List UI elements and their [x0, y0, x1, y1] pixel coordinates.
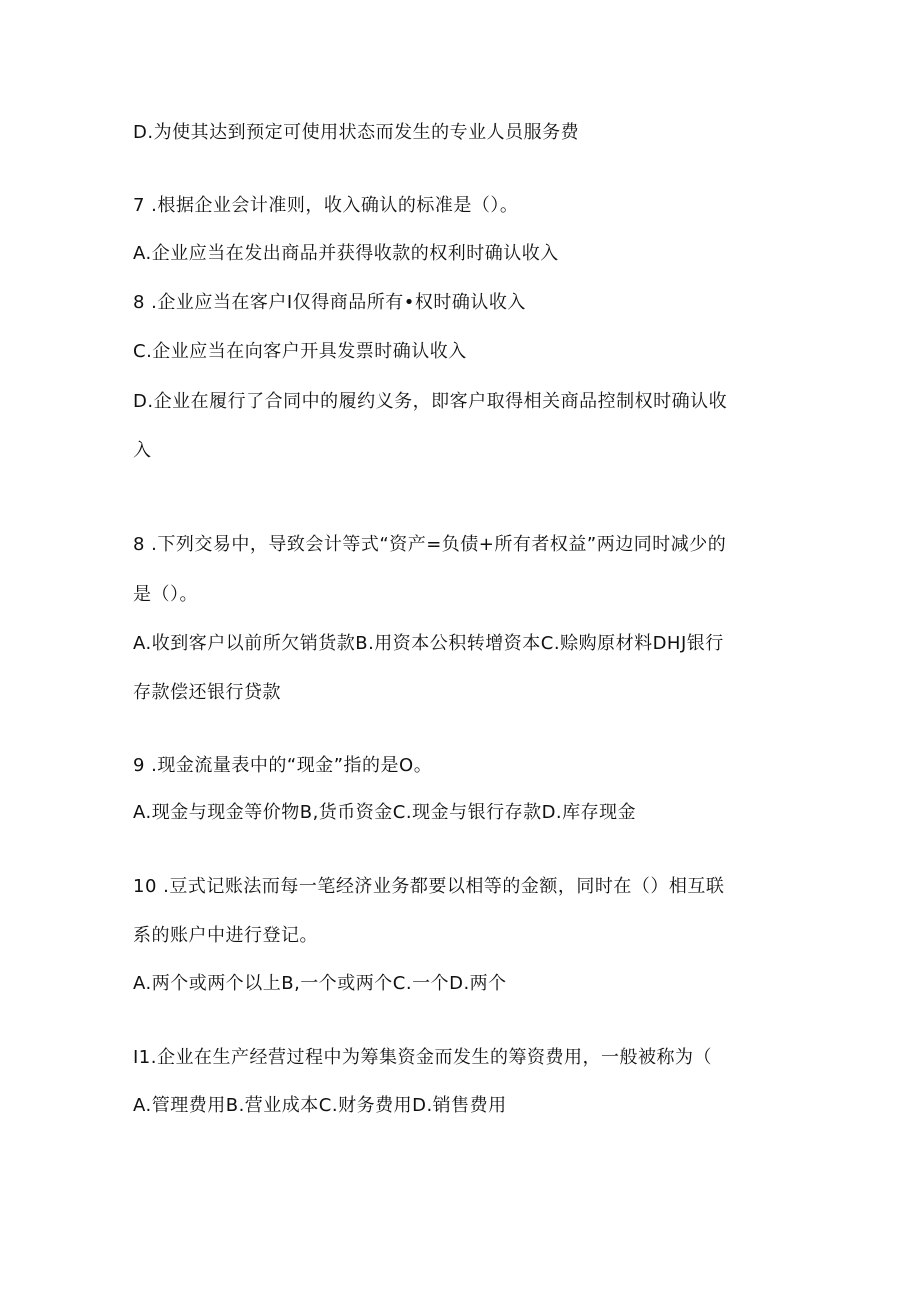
- options-q9: A.现金与现金等价物B,货币资金C.现金与银行存款D.库存现金: [133, 802, 637, 823]
- question-8-continued: 是（）。: [133, 584, 198, 605]
- question-10: 10 .豆式记账法而每一笔经济业务都要以相等的金额，同时在（）相互联: [133, 876, 725, 897]
- option-b-q7: 8 .企业应当在客户I仅得商品所有•权时确认收入: [133, 292, 526, 313]
- option-d-q7-continued: 入: [133, 440, 152, 461]
- option-d-q6: D.为使其达到预定可使用状态而发生的专业人员服务费: [133, 122, 580, 143]
- options-q8: A.收到客户以前所欠销货款B.用资本公积转增资本C.赊购原材料DHJ银行: [133, 633, 724, 654]
- option-c-q7: C.企业应当在向客户开具发票时确认收入: [133, 341, 467, 362]
- question-7: 7 .根据企业会计准则，收入确认的标准是（）。: [133, 195, 519, 216]
- option-d-q7: D.企业在履行了合同中的履约义务，即客户取得相关商品控制权时确认收: [133, 391, 728, 412]
- options-q11: A.管理费用B.营业成本C.财务费用D.销售费用: [133, 1095, 507, 1116]
- question-9: 9 .现金流量表中的“现金”指的是O。: [133, 755, 433, 776]
- question-11: I1.企业在生产经营过程中为筹集资金而发生的筹资费用，一般被称为（: [133, 1047, 712, 1068]
- question-10-continued: 系的账户中进行登记。: [133, 925, 318, 946]
- options-q10: A.两个或两个以上B,一个或两个C.一个D.两个: [133, 973, 507, 994]
- option-a-q7: A.企业应当在发出商品并获得收款的权利时确认收入: [133, 243, 559, 264]
- question-8: 8 .下列交易中，导致会计等式“资产=负债+所有者权益”两边同时减少的: [133, 534, 727, 555]
- options-q8-continued: 存款偿还银行贷款: [133, 682, 281, 703]
